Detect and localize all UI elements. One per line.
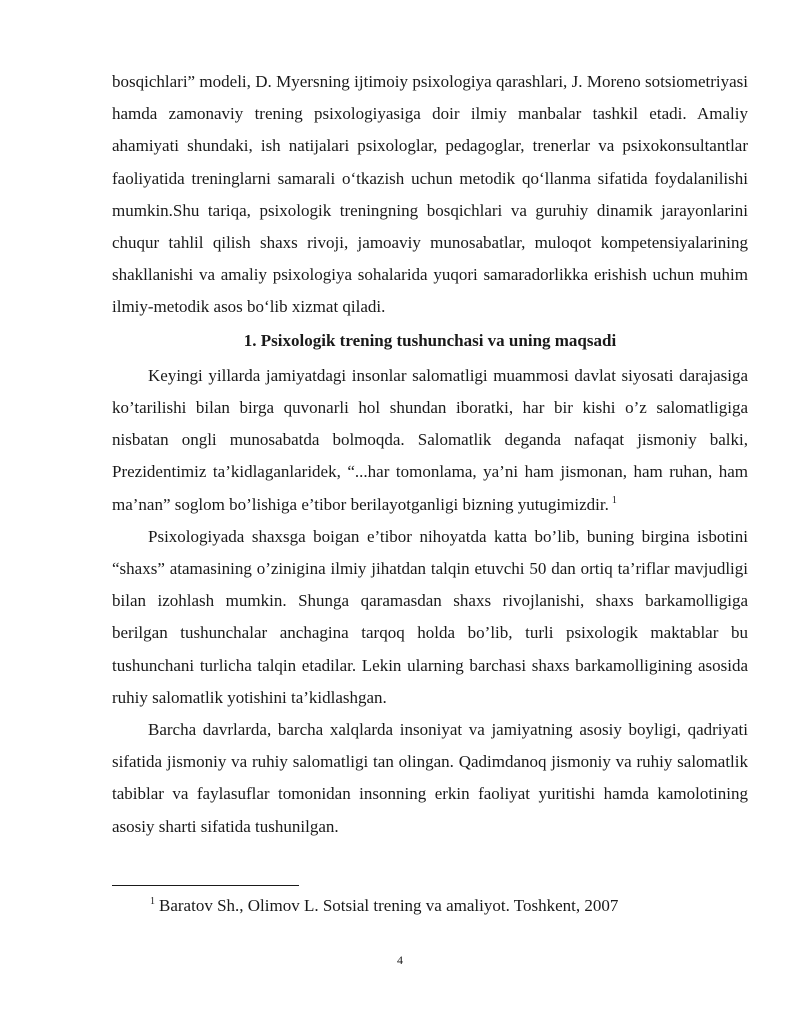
footnote <box>150 893 618 919</box>
paragraph-1-text: Keyingi yillarda jamiyatdagi insonlar salomatligi muammosi davlat siyosati darajasiga ko’tarilishi bilan birga quvonarli hol shundan iboratki, har bir kishi o’z salomatligiga nisbatan ongli munosabatda bolmoqda. Salomatlik deganda nafaqat jismoniy balki, Prezidentimiz ta’kidlaganlaridek, “...har tomonlama, ya’ni ham jismonan, ham ruhan, ham ma’nan” soglom bo’lishiga e’tibor berilayotganligi bizning yutugimizdir. <box>112 365 748 514</box>
paragraph-2: Psixologiyada shaxsga boigan e’tibor nihoyatda katta bo’lib, buning birgina isbotini “shaxs” atamasining o’zinigina ilmiy jihatdan talqin etuvchi 50 dan ortiq ta’riflar mavjudligi bilan izohlash mumkin. Shunga qaramasdan shaxs rivojlanishi, shaxs barkamolligiga berilgan tushunchalar anchagina tarqoq holda bo’lib, turli psixologik maktablar bu tushunchani turlicha talqin etadilar. Lekin ularning barchasi shaxs barkamolligining asosida ruhiy salomatlik yotishini ta’kidlashgan. <box>112 526 748 707</box>
paragraph-continued: bosqichlari” modeli, D. Myersning ijtimoiy psixologiya qarashlari, J. Moreno sotsiometriyasi hamda zamonaviy trening psixologiyasiga doir ilmiy manbalar tashkil etadi. Amaliy ahamiyati shundaki, ish natijalari psixologlar, pedagoglar, trenerlar va psixokonsultantlar faoliyatida treninglarni samarali o‘tkazish uchun metodik qo‘llanma sifatida foydalanilishi mumkin.Shu tariqa, psixologik treningning bosqichlari va guruhiy dinamik jarayonlarini chuqur tahlil qilish shaxs rivoji, jamoaviy munosabatlar, muloqot kompetensiyalarining shakllanishi va amaliy psixologiya sohalarida yuqori samaradorlikka erishish uchun muhim ilmiy-metodik asos bo‘lib xizmat qiladi. <box>112 72 748 317</box>
footnote-text: Baratov Sh., Olimov L. Sotsial trening va amaliyot. Toshkent, 2007 <box>159 896 619 915</box>
page-body <box>112 66 748 843</box>
footnote-divider <box>112 885 299 886</box>
footnote-reference[interactable]: 1 <box>611 494 617 506</box>
page-number: 4 <box>397 953 403 967</box>
section-heading: 1. Psixologik trening tushunchasi va uning maqsadi <box>243 330 617 350</box>
paragraph-1 <box>112 360 748 521</box>
paragraph-3: Barcha davrlarda, barcha xalqlarda insoniyat va jamiyatning asosiy boyligi, qadriyati sifatida jismoniy va ruhiy salomatligi tan olingan. Qadimdanoq jismoniy va ruhiy salomatlik tabiblar va faylasuflar tomonidan insonning erkin faoliyat yuritishi hamda kamolotining asosiy sharti sifatida tushunilgan. <box>112 720 748 836</box>
footnote-mark: 1 <box>150 896 155 908</box>
